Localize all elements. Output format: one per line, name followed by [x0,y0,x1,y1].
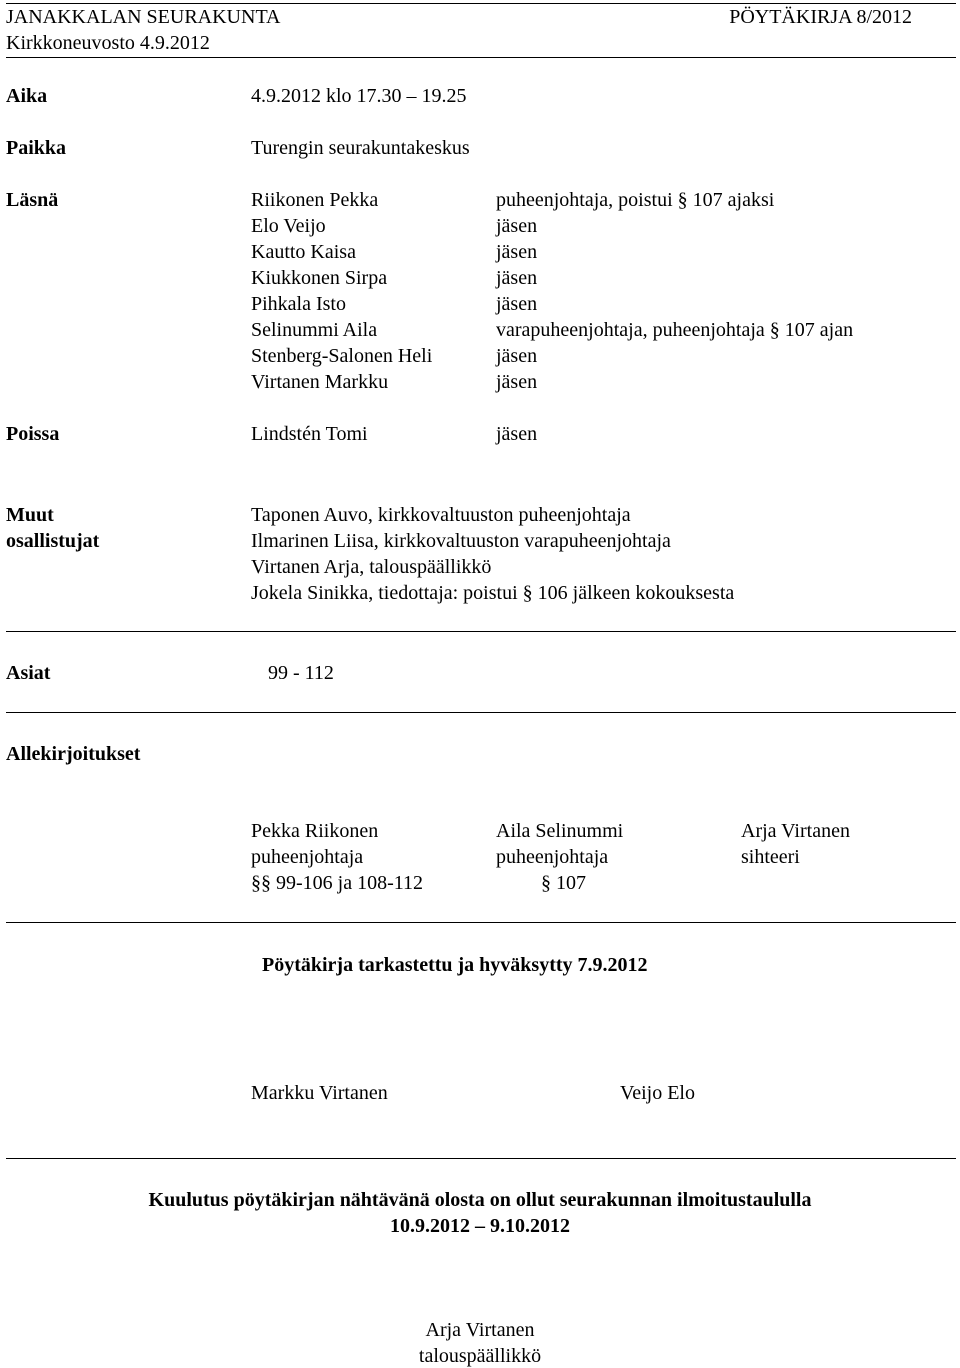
member-name: Selinummi Aila [251,319,378,341]
section-rule [6,631,956,632]
signer-sections: §§ 99-106 ja 108-112 [251,872,424,894]
participant: Jokela Sinikka, tiedottaja: poistui § 106 jälkeen kokouksesta [251,582,735,604]
header-bottom-rule [6,57,956,58]
member-role: jäsen [496,215,538,237]
items-label: Asiat [6,662,51,684]
time-value: 4.9.2012 klo 17.30 – 19.25 [251,85,467,107]
member-name: Elo Veijo [251,215,326,237]
member-role: puheenjohtaja, poistui § 107 ajaksi [496,189,775,211]
member-role: jäsen [496,293,538,315]
member-name: Riikonen Pekka [251,189,379,211]
reviewer-name: Markku Virtanen [251,1082,388,1104]
member-role: jäsen [496,267,538,289]
participant: Virtanen Arja, talouspäällikkö [251,556,492,578]
others-label: Muut [6,504,54,526]
time-label: Aika [6,85,48,107]
header-top-rule [6,3,956,4]
place-label: Paikka [6,137,67,159]
participant: Ilmarinen Liisa, kirkkovaltuuston varapuheenjohtaja [251,530,671,552]
notice-signer-name: Arja Virtanen [425,1319,535,1341]
signer-sections: § 107 [541,872,586,894]
notice-dates: 10.9.2012 – 9.10.2012 [390,1215,570,1237]
section-rule [6,712,956,713]
member-role: varapuheenjohtaja, puheenjohtaja § 107 ajan [496,319,854,341]
others-label-cont: osallistujat [6,530,100,552]
document-number: PÖYTÄKIRJA 8/2012 [729,6,912,28]
member-role: jäsen [496,371,538,393]
organization-name: JANAKKALAN SEURAKUNTA [6,6,281,28]
notice-text: Kuulutus pöytäkirjan nähtävänä olosta on ollut seurakunnan ilmoitustaululla [148,1189,812,1211]
signer-role: puheenjohtaja [496,846,609,868]
member-role: jäsen [496,241,538,263]
member-name: Pihkala Isto [251,293,346,315]
member-role: jäsen [496,345,538,367]
member-name: Kautto Kaisa [251,241,356,263]
meeting-subtitle: Kirkkoneuvosto 4.9.2012 [6,32,210,54]
signer-role: puheenjohtaja [251,846,364,868]
member-name: Kiukkonen Sirpa [251,267,388,289]
member-name: Stenberg-Salonen Heli [251,345,433,367]
signer-name: Pekka Riikonen [251,820,379,842]
absent-member-role: jäsen [496,423,538,445]
present-label: Läsnä [6,189,59,211]
signer-name: Arja Virtanen [741,820,850,842]
signer-name: Aila Selinummi [496,820,624,842]
reviewer-name: Veijo Elo [620,1082,695,1104]
section-rule [6,1158,956,1159]
participant: Taponen Auvo, kirkkovaltuuston puheenjohtaja [251,504,631,526]
signer-role: sihteeri [741,846,800,868]
place-value: Turengin seurakuntakeskus [251,137,470,159]
signatures-label: Allekirjoitukset [6,743,141,765]
notice-signer-title: talouspäällikkö [418,1345,542,1367]
member-name: Virtanen Markku [251,371,389,393]
items-value: 99 - 112 [268,662,334,684]
section-rule [6,922,956,923]
review-statement: Pöytäkirja tarkastettu ja hyväksytty 7.9.2012 [262,954,648,976]
absent-label: Poissa [6,423,60,445]
absent-member-name: Lindstén Tomi [251,423,368,445]
